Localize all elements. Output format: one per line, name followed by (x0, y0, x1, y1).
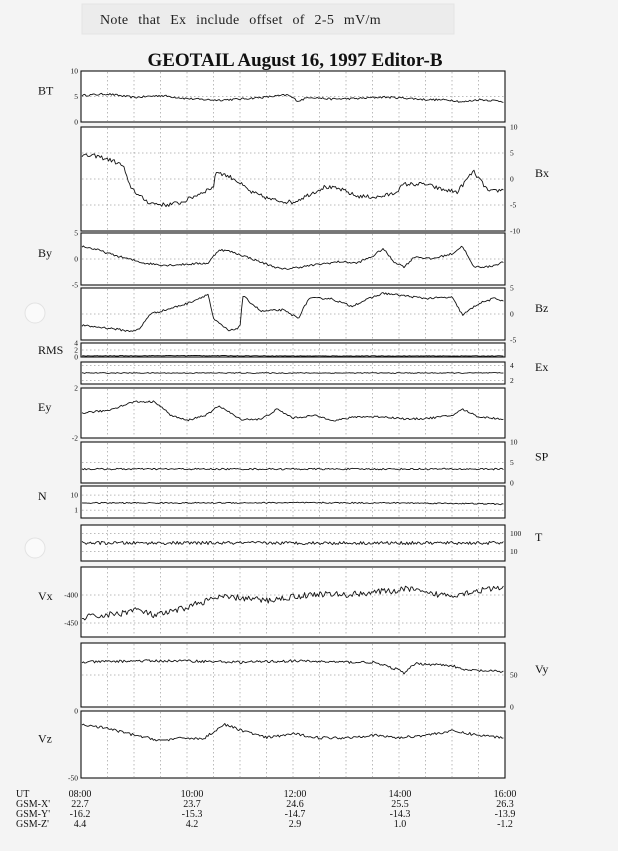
panel-by-tick-2: -5 (71, 280, 78, 290)
panel-bx-label: Bx (535, 166, 550, 180)
chart-title: GEOTAIL August 16, 1997 Editor-B (147, 50, 443, 71)
footer-label-1: GSM-X' (16, 799, 51, 810)
footer-value-1-1: 23.7 (183, 799, 201, 810)
panel-bt-tick-2: 0 (74, 117, 78, 127)
panel-vy-tick-1: 0 (510, 702, 514, 712)
panel-by-tick-1: 0 (74, 254, 78, 264)
panel-ey-label: Ey (38, 400, 52, 414)
footer-label-3: GSM-Z' (16, 819, 49, 830)
panel-bt-tick-0: 10 (70, 66, 78, 76)
panel-sp-tick-2: 0 (510, 478, 514, 488)
panel-sp-tick-1: 5 (510, 458, 514, 467)
panel-bx-tick-0: 10 (510, 122, 518, 132)
panel-bz-tick-0: 5 (510, 283, 514, 293)
footer-value-1-0: 22.7 (71, 799, 89, 810)
panel-vz-label: Vz (38, 731, 52, 746)
panel-t-tick-0: 100 (510, 529, 522, 539)
footer-value-2-0: -16.2 (69, 809, 91, 820)
panel-vz-tick-1: -50 (68, 773, 78, 783)
footer-value-2-3: -14.3 (389, 809, 411, 820)
panel-bt (38, 67, 505, 127)
panel-bx-frame (81, 127, 505, 231)
panel-vx-tick-0: -400 (64, 590, 78, 600)
panel-n (38, 486, 505, 518)
panel-bx-tick-4: -10 (510, 226, 520, 236)
panel-t (81, 525, 543, 561)
panel-ex-label: Ex (535, 360, 549, 374)
panel-ex-trace (82, 373, 503, 374)
panel-vx-label: Vx (38, 589, 53, 603)
panel-vy-tick-0: 50 (510, 670, 518, 680)
panel-bx (81, 123, 549, 236)
panel-bz-label: Bz (535, 301, 549, 315)
panel-bz-tick-2: -5 (510, 335, 517, 345)
footer-value-2-2: -14.7 (284, 809, 306, 820)
panel-ex-tick-1: 2 (510, 375, 514, 385)
panel-t-tick-1: 10 (510, 547, 518, 557)
footer-value-3-4: -1.2 (497, 819, 513, 830)
panel-bt-tick-1: 5 (74, 92, 78, 101)
panel-bx-tick-1: 5 (510, 148, 514, 158)
panel-rms-tick-1: 2 (74, 345, 78, 355)
footer-value-0-3: 14:00 (388, 789, 412, 800)
panel-t-label: T (535, 530, 543, 544)
panel-n-label: N (38, 489, 47, 503)
footer-value-0-4: 16:00 (493, 789, 517, 800)
footer-value-3-0: 4.4 (73, 819, 87, 830)
panel-rms-tick-2: 0 (74, 352, 78, 362)
panel-ey (38, 384, 505, 443)
panel-ex-tick-0: 4 (510, 361, 514, 371)
panel-vy (81, 643, 548, 712)
footer-value-2-4: -13.9 (494, 809, 516, 820)
footer-value-1-2: 24.6 (286, 799, 304, 810)
panel-rms-tick-0: 4 (74, 338, 78, 348)
panel-rms-trace (82, 355, 503, 356)
footer-value-3-1: 4.2 (185, 819, 199, 830)
panel-ex (81, 360, 548, 385)
panel-n-tick-0: 10 (70, 490, 78, 500)
panel-vx-tick-1: -450 (64, 618, 78, 628)
panel-bt-label: BT (38, 83, 54, 98)
footer-value-3-3: 1.0 (393, 819, 407, 830)
panels-group (38, 67, 549, 783)
footer-value-0-2: 12:00 (283, 789, 307, 800)
panel-bz-tick-1: 0 (510, 309, 514, 319)
footer-label-2: GSM-Y' (16, 809, 51, 820)
panel-ey-tick-1: -2 (71, 433, 78, 443)
footer-value-1-3: 25.5 (391, 799, 409, 810)
panel-by-label: By (38, 246, 53, 260)
note-text: Note that Ex include offset of 2-5 mV/m (100, 13, 381, 28)
panel-by (38, 229, 505, 290)
panel-vy-label: Vy (535, 662, 549, 676)
panel-sp-label: SP (535, 449, 549, 464)
panel-sp-tick-0: 10 (510, 437, 518, 447)
panel-vz (38, 707, 505, 783)
panel-ey-tick-0: 2 (74, 383, 78, 393)
footer-label-0: UT (16, 789, 30, 800)
panel-vz-tick-0: 0 (74, 706, 78, 716)
footer-value-0-0: 08:00 (68, 789, 92, 800)
panel-by-tick-0: 5 (74, 228, 78, 238)
panel-bz (81, 284, 548, 345)
binder-hole-bottom (25, 538, 45, 558)
panel-sp (81, 438, 549, 488)
footer-value-1-4: 26.3 (496, 799, 514, 810)
footer-value-0-1: 10:00 (180, 789, 204, 800)
panel-rms-label: RMS (38, 343, 64, 357)
panel-bx-tick-3: -5 (510, 200, 517, 210)
footer-value-2-1: -15.3 (181, 809, 203, 820)
footer-value-3-2: 2.9 (288, 819, 302, 830)
binder-hole-top (25, 303, 45, 323)
panel-vx (38, 567, 505, 637)
panel-n-tick-1: 1 (74, 505, 78, 515)
panel-bx-tick-2: 0 (510, 174, 514, 184)
